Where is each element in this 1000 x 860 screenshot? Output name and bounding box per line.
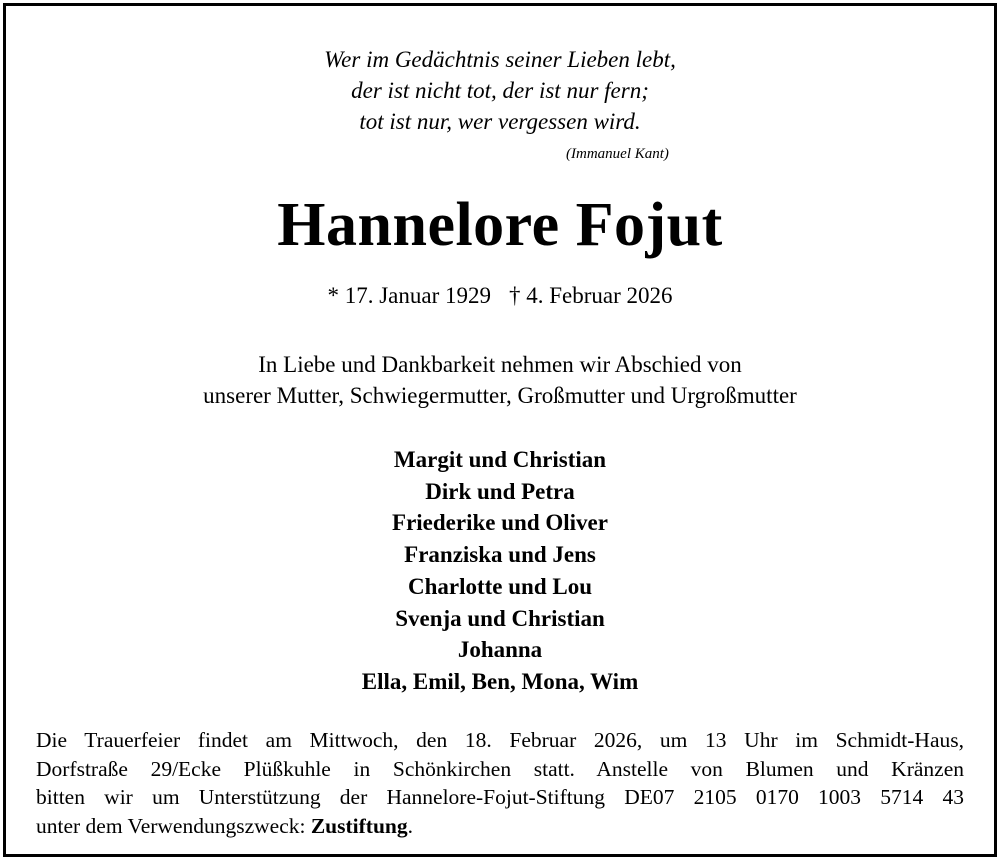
mourner-entry: Margit und Christian — [393, 447, 607, 472]
quote-line: Wer im Gedächtnis seiner Lieben lebt, — [324, 47, 676, 72]
birth-date: * 17. Januar 1929 — [327, 283, 491, 308]
quote-line: der ist nicht tot, der ist nur fern; — [351, 78, 649, 103]
mourner-entry: Svenja und Christian — [395, 605, 605, 631]
epitaph-quote — [0, 44, 1000, 137]
life-dates — [0, 281, 1000, 311]
mourner-entry: Friederike und Oliver — [392, 510, 608, 536]
death-date: † 4. Februar 2026 — [509, 283, 673, 308]
notice-line: Dorfstraße 29/Ecke Plüßkuhle in Schönkirchen statt. Anstelle von Blumen und Kränzen — [36, 756, 964, 781]
mourner-entry: Charlotte und Lou — [407, 573, 593, 599]
notice-line — [36, 812, 964, 841]
mourners-list — [0, 444, 1000, 698]
farewell-line: unserer Mutter, Schwiegermutter, Großmutter und Urgroßmutter — [203, 383, 797, 408]
mourner-entry: Dirk und Petra — [425, 478, 575, 504]
quote-author: (Immanuel Kant) — [566, 146, 669, 162]
funeral-notice — [36, 726, 964, 840]
quote-line: tot ist nur, wer vergessen wird. — [359, 109, 641, 134]
purpose-suffix: . — [407, 813, 414, 838]
farewell-text — [0, 349, 1000, 411]
deceased-name: Hannelore Fojut — [277, 191, 723, 259]
farewell-line: In Liebe und Dankbarkeit nehmen wir Abschied von — [258, 352, 742, 377]
notice-line: bitten wir um Unterstützung der Hannelore-Fojut-Stiftung DE07 2105 0170 1003 5714 43 — [36, 785, 964, 809]
notice-line: Die Trauerfeier findet am Mittwoch, den 18. Februar 2026, um 13 Uhr im Schmidt-Haus, — [36, 728, 964, 752]
mourner-entry: Ella, Emil, Ben, Mona, Wim — [361, 668, 639, 694]
donation-purpose: Zustiftung — [310, 813, 408, 838]
mourner-entry: Franziska und Jens — [404, 542, 596, 568]
mourner-entry: Johanna — [457, 637, 543, 663]
purpose-prefix: unter dem Verwendungszweck: — [36, 813, 311, 838]
